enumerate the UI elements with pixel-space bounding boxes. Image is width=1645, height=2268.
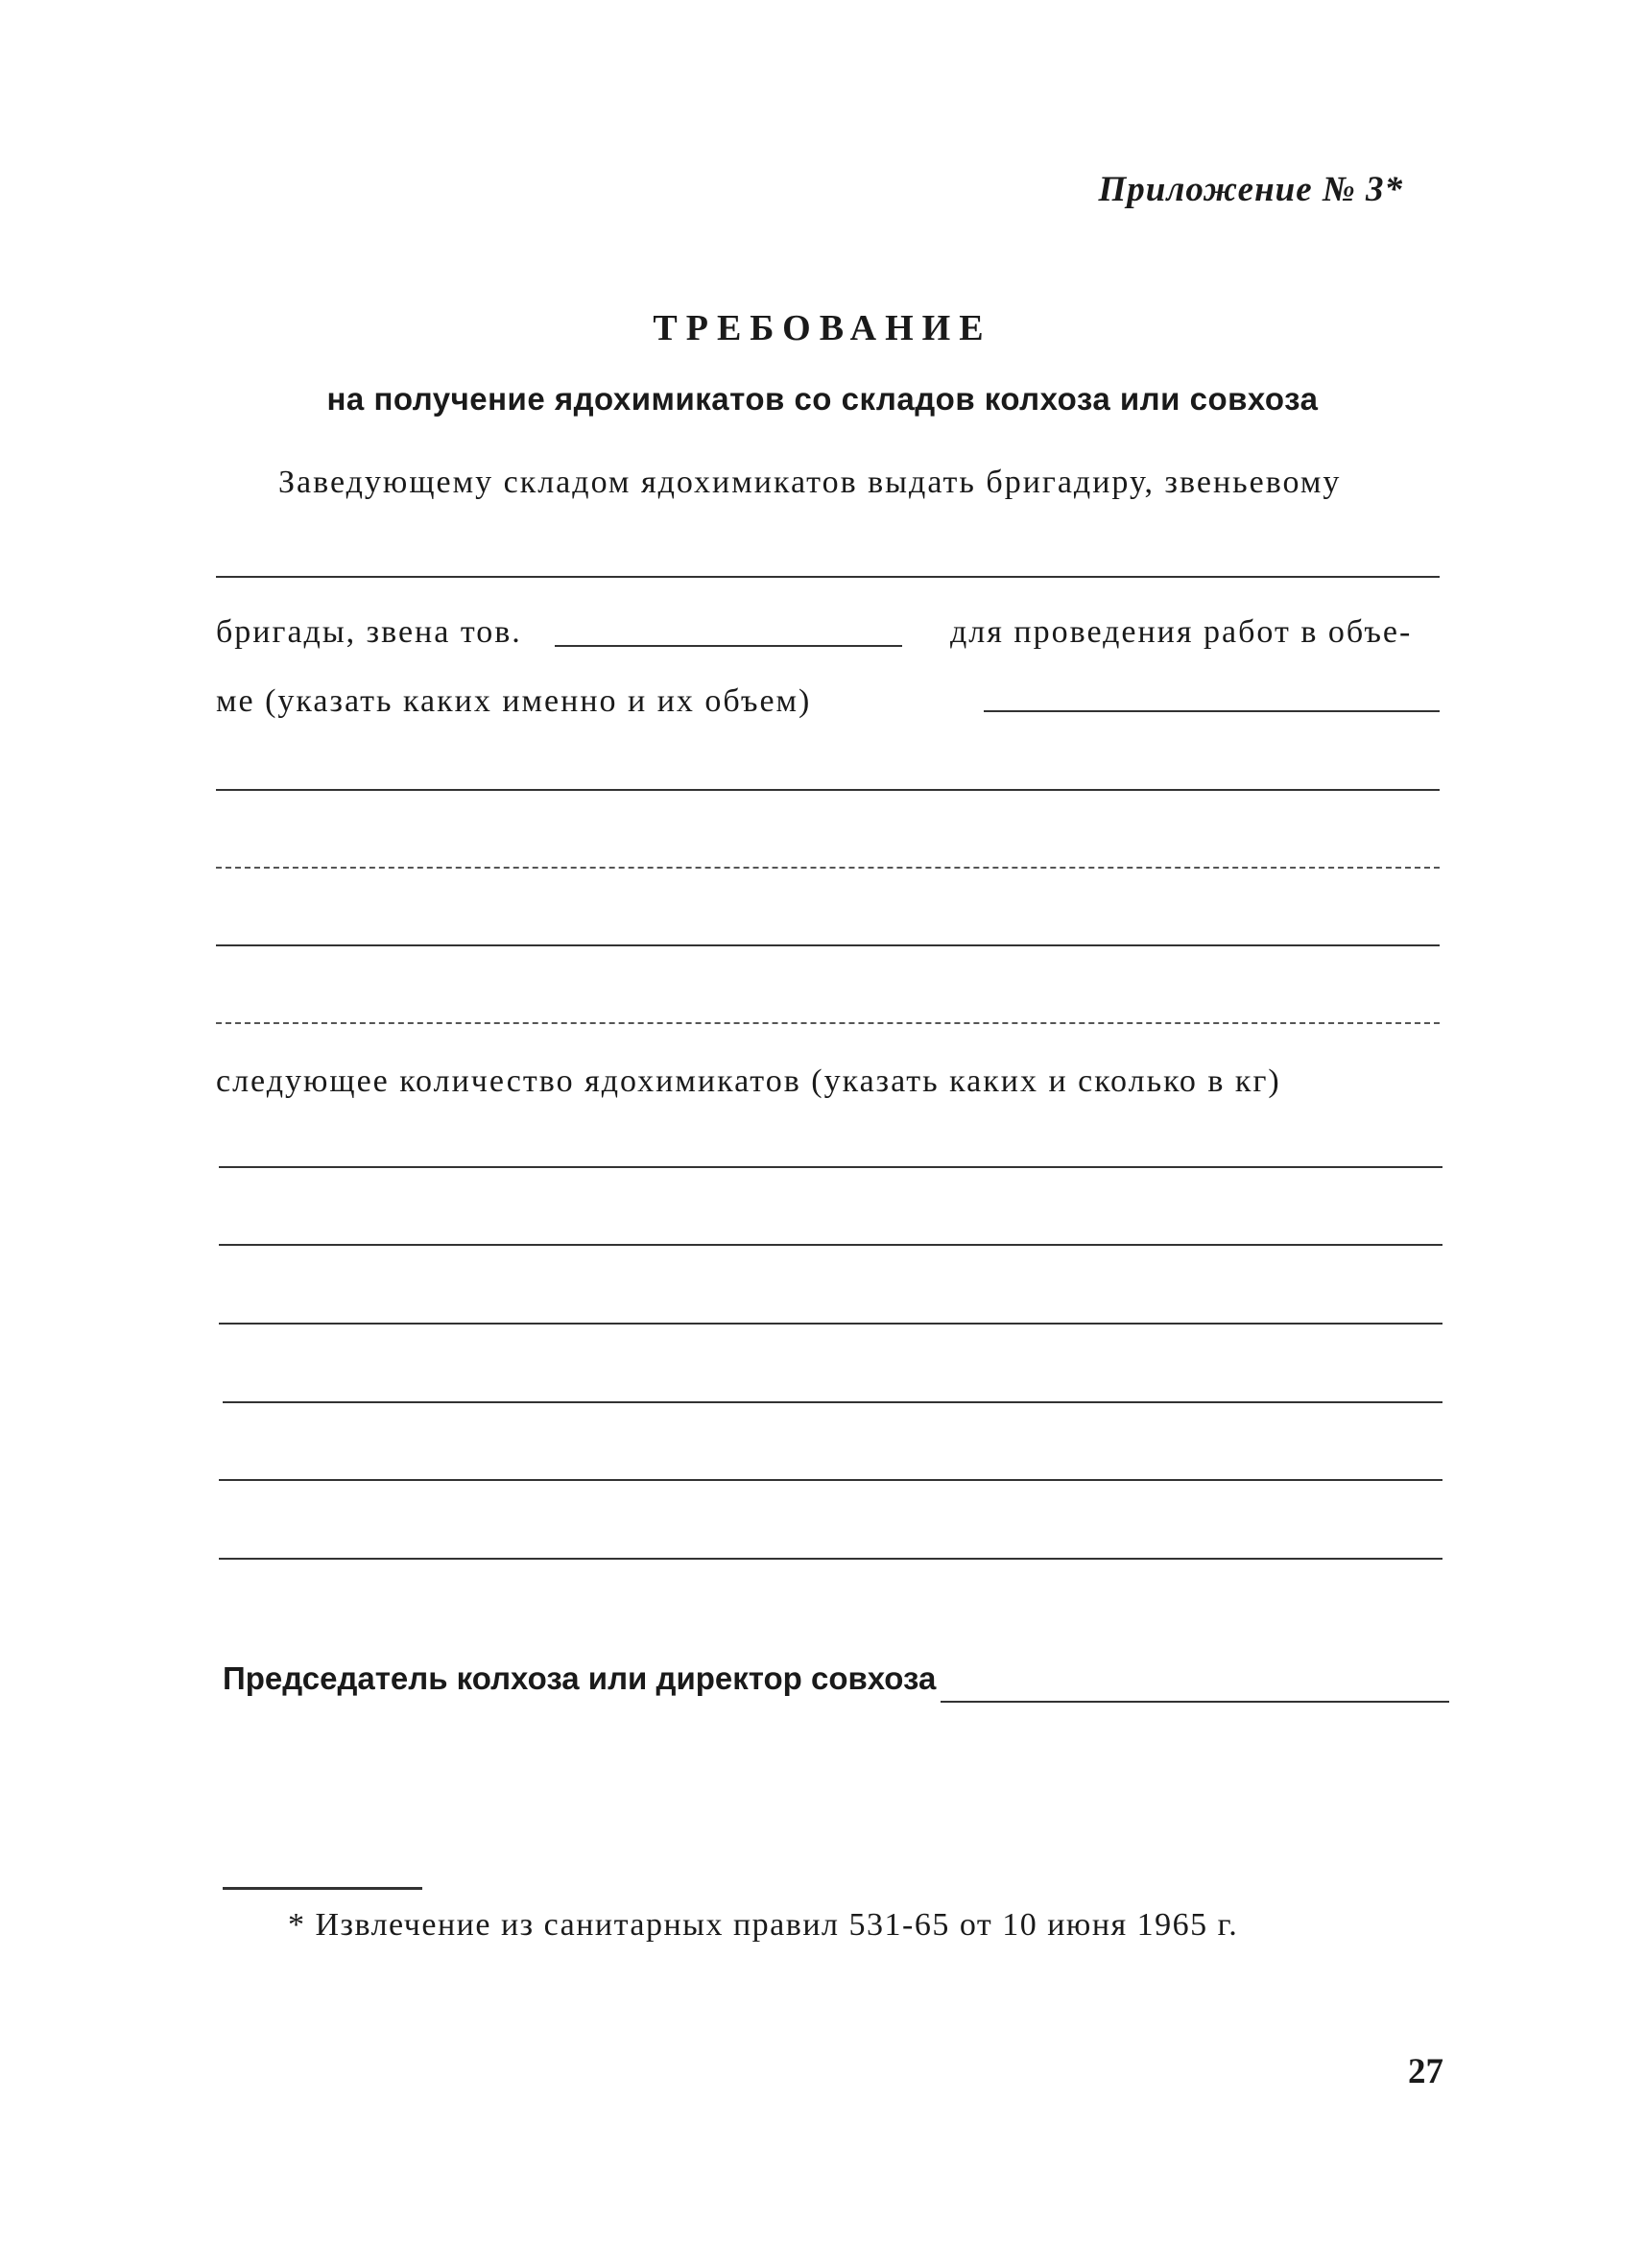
brigade-label: бригады, звена тов.: [216, 614, 522, 650]
recipient-fill-line: [216, 576, 1440, 578]
quantity-fill-line-1: [219, 1166, 1442, 1168]
quantity-fill-line-6: [219, 1558, 1442, 1560]
work-fill-line-1: [216, 789, 1440, 791]
page-number: 27: [1408, 2052, 1443, 2091]
quantity-fill-line-4: [223, 1401, 1442, 1403]
work-volume-label-end: ме (указать каких именно и их объем): [216, 683, 812, 719]
work-volume-fill-line: [984, 710, 1440, 712]
footnote-rule: [223, 1887, 422, 1890]
document-subtitle: на получение ядохимикатов со складов колхоза или совхоза: [326, 381, 1319, 417]
quantity-fill-line-3: [219, 1323, 1442, 1325]
footnote-text: * Извлечение из санитарных правил 531-65 от 10 июня 1965 г.: [288, 1907, 1239, 1943]
brigade-name-fill-line: [555, 645, 902, 647]
signature-label: Председатель колхоза или директор совхоза: [223, 1660, 937, 1696]
work-fill-line-4: [216, 1022, 1440, 1024]
work-fill-line-2: [216, 867, 1440, 869]
work-volume-label-start: для проведения работ в объе-: [950, 614, 1413, 650]
quantity-fill-line-2: [219, 1244, 1442, 1246]
document-title: ТРЕБОВАНИЕ: [653, 308, 992, 348]
recipient-text: Заведующему складом ядохимикатов выдать бригадиру, звеньевому: [278, 465, 1342, 500]
appendix-label: Приложение № 3*: [1098, 170, 1403, 209]
quantity-fill-line-5: [219, 1479, 1442, 1481]
quantity-label: следующее количество ядохимикатов (указать каких и сколько в кг): [216, 1063, 1281, 1099]
work-fill-line-3: [216, 944, 1440, 946]
signature-fill-line: [941, 1701, 1449, 1703]
